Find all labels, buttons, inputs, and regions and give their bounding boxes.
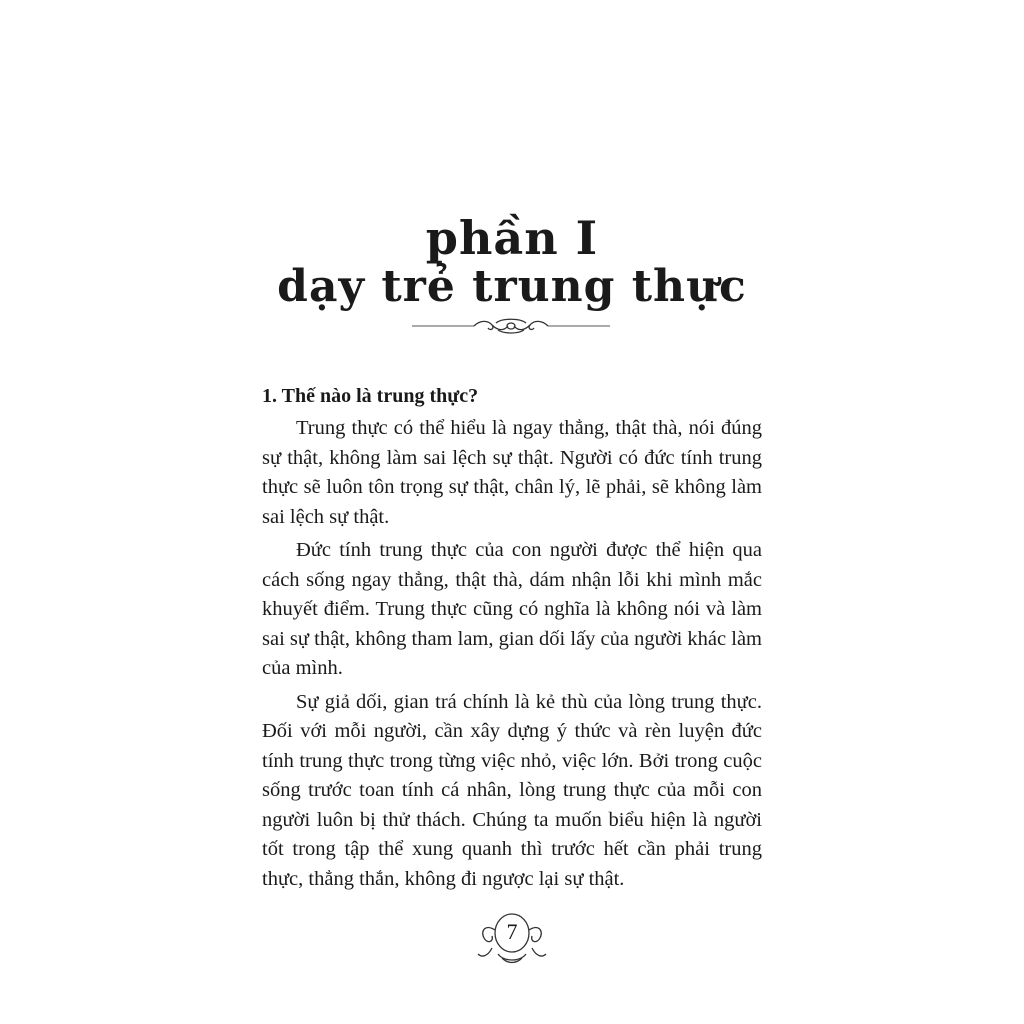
content-block <box>262 382 762 898</box>
scroll-ornament-icon <box>412 316 610 336</box>
page-number: 7 <box>506 919 518 944</box>
page-number-frame <box>470 908 554 968</box>
section-heading: 1. Thế nào là trung thực? <box>262 385 479 407</box>
chapter-title: dạy trẻ trung thực <box>277 261 747 312</box>
paragraph: Sự giả dối, gian trá chính là kẻ thù của lòng trung thực. Đối với mỗi người, cần xây dựng ý thức và rèn luyện đức tính trung thực trong từng việc nhỏ, việc lớn. Bởi trong cuộc sống trước toan tính cá nhân, lòng trung thực của mỗi con người luôn bị thử thách. Chúng ta muốn biểu hiện là người tốt trong tập thể xung quanh thì trước hết cần phải trung thực, thẳng thắn, không đi ngược lại sự thật. <box>262 690 762 890</box>
paragraph: Đức tính trung thực của con người được thể hiện qua cách sống ngay thẳng, thật thà, dám nhận lỗi khi mình mắc khuyết điểm. Trung thực cũng có nghĩa là không nói và làm sai sự thật, không tham lam, gian dối lấy của người khác làm của mình. <box>262 539 762 679</box>
paragraph: Trung thực có thể hiểu là ngay thẳng, thật thà, nói đúng sự thật, không làm sai lệch sự thật. Người có đức tính trung thực sẽ luôn tôn trọng sự thật, chân lý, lẽ phải, sẽ không làm sai lệch sự thật. <box>262 417 762 528</box>
part-label: phần I <box>425 211 599 265</box>
